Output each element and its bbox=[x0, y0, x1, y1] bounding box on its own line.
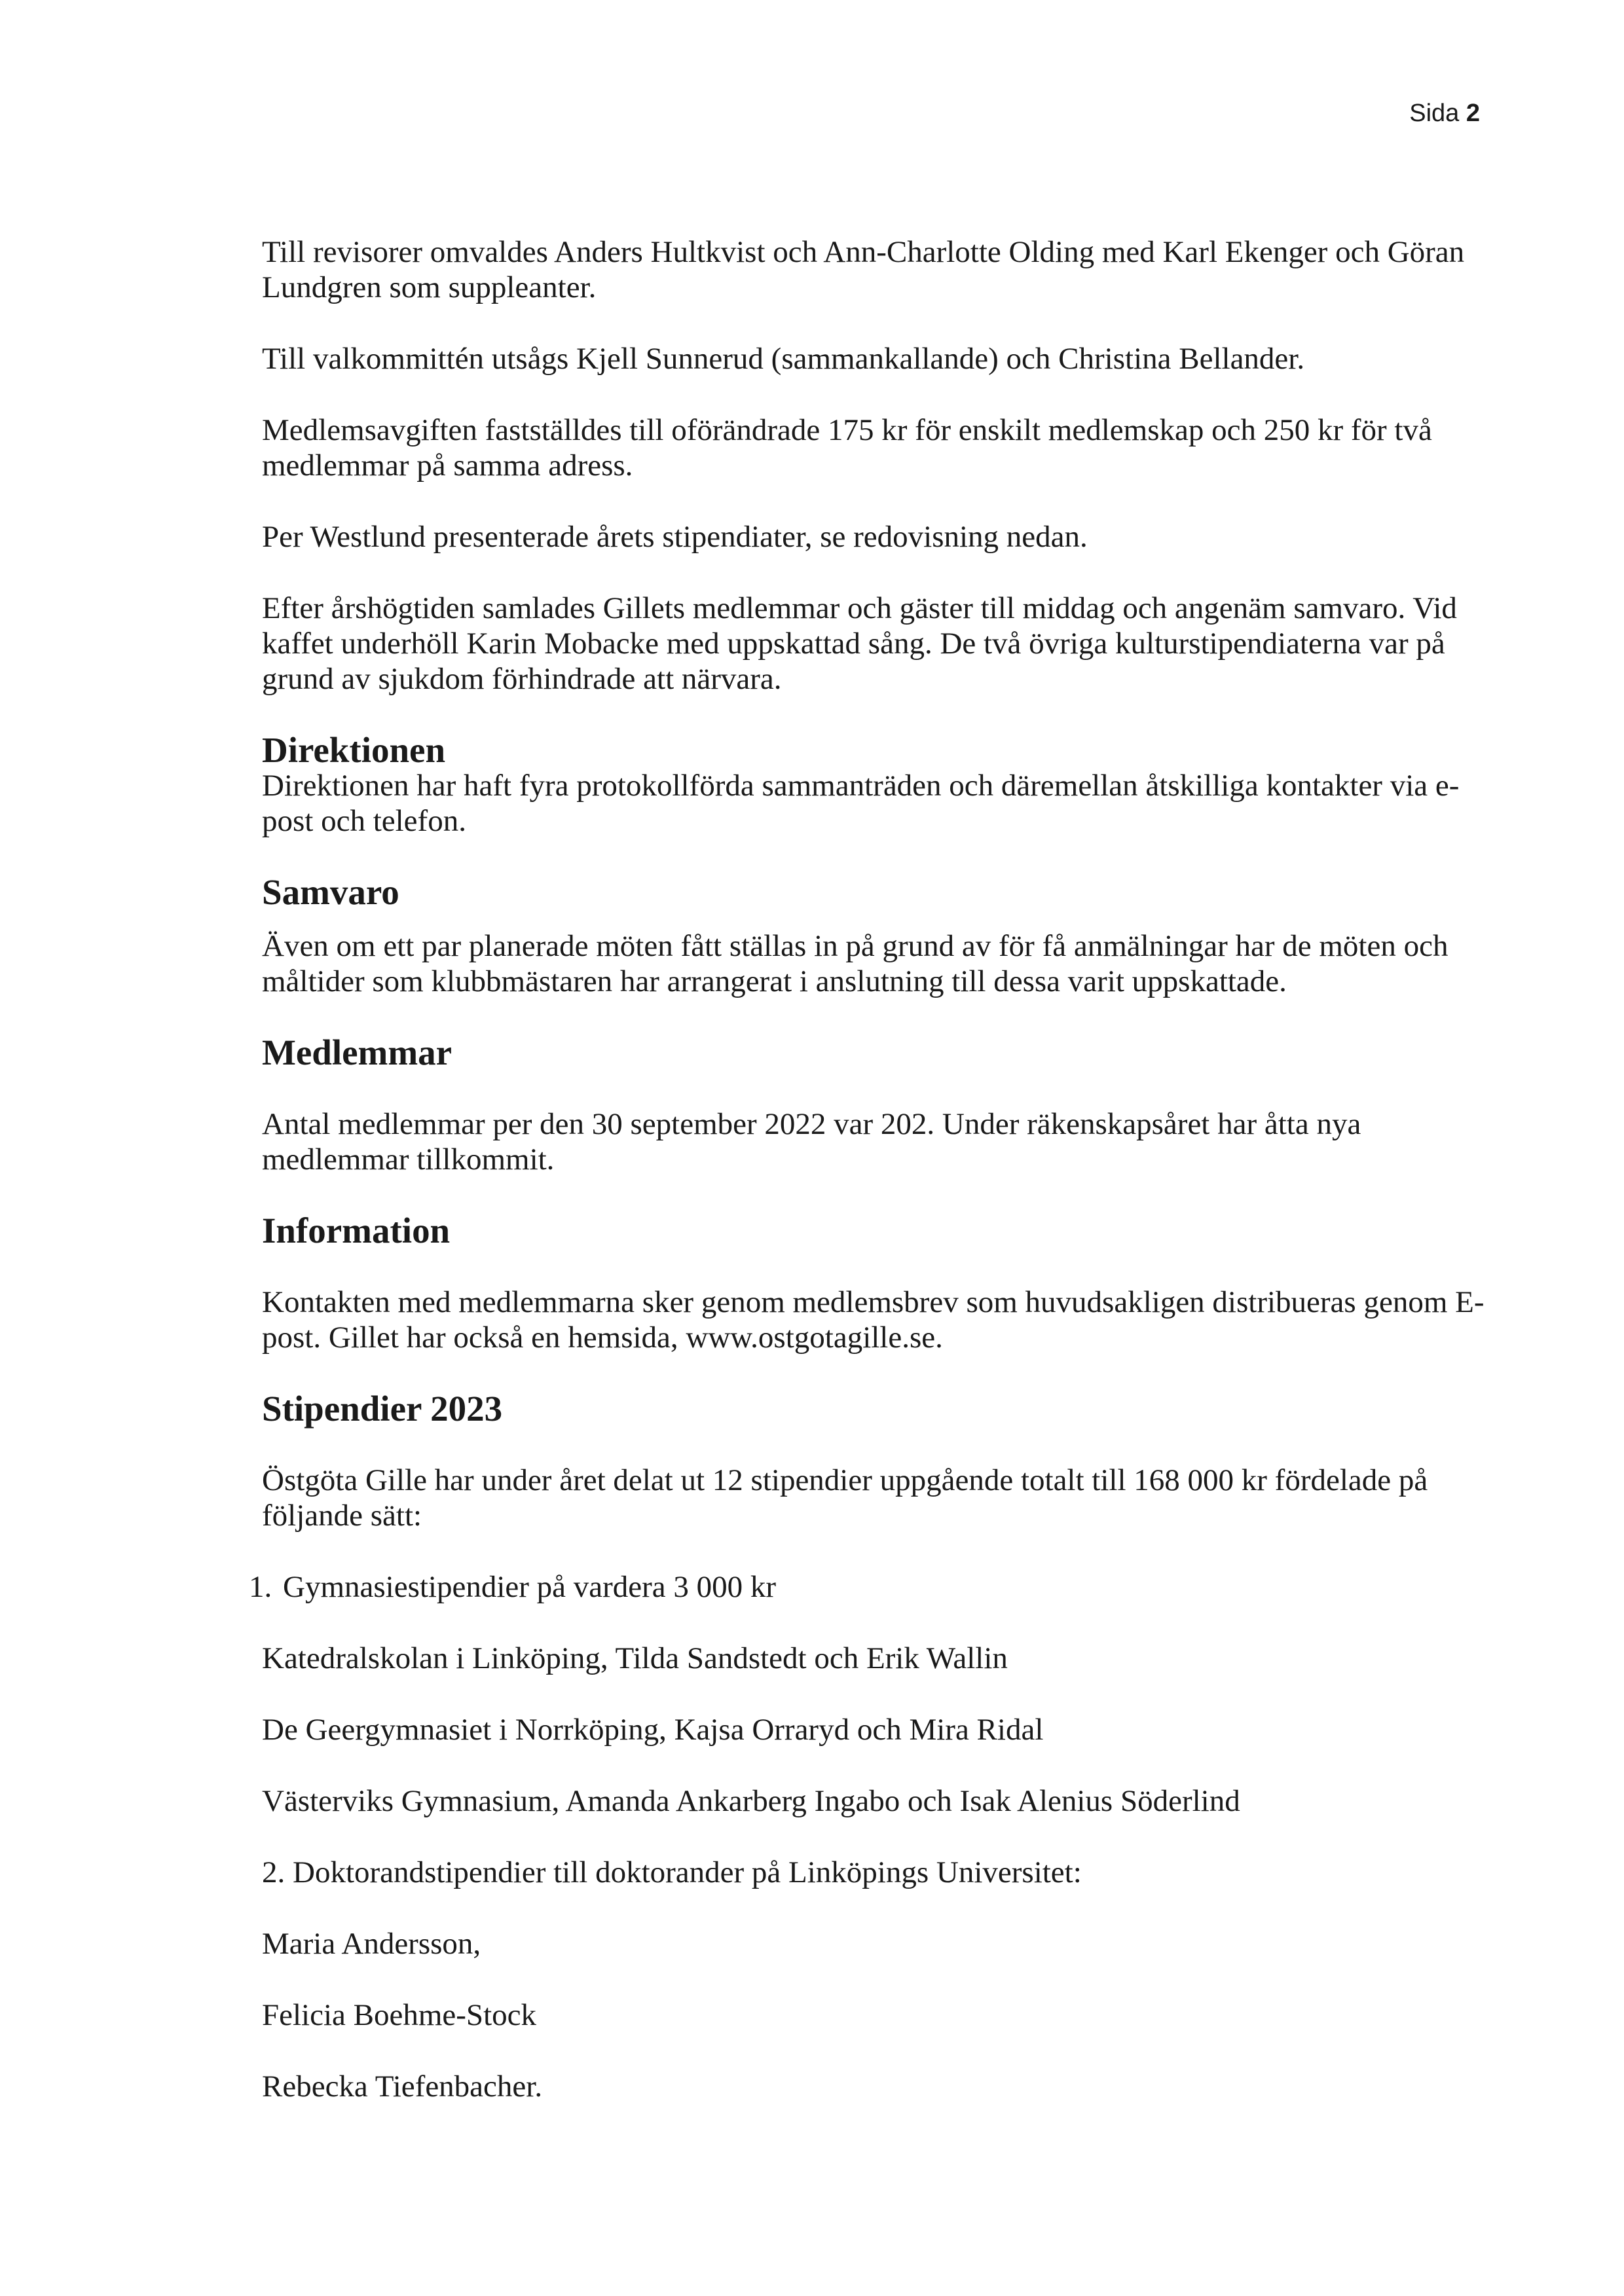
paragraph-valkommitten: Till valkommittén utsågs Kjell Sunnerud (sammankallande) och Christina Bellander. bbox=[262, 342, 1305, 376]
page-label: Sida bbox=[1409, 100, 1460, 127]
heading-direktionen: Direktionen bbox=[262, 730, 446, 770]
heading-samvaro: Samvaro bbox=[262, 872, 399, 912]
paragraph-direktionen: Direktionen har haft fyra protokollförda sammanträden och däremellan åtskilliga kontakter via e-post och telefon. bbox=[262, 769, 1460, 838]
list-item-gymnasiestipendier bbox=[249, 1569, 1493, 1605]
paragraph-middag: Efter årshögtiden samlades Gillets medlemmar och gäster till middag och angenäm samvaro. Vid kaffet underhöll Karin Mobacke med uppskattad sång. De två övriga kulturstipendiaterna var på grund av sjukdom förhindrade att närvara. bbox=[262, 591, 1457, 696]
school-vasterviks-gymnasium: Västerviks Gymnasium, Amanda Ankarberg Ingabo och Isak Alenius Söderlind bbox=[262, 1784, 1240, 1818]
paragraph-medlemmar: Antal medlemmar per den 30 september 2022 var 202. Under räkenskapsåret har åtta nya medlemmar tillkommit. bbox=[262, 1107, 1361, 1176]
list-item-doktorandstipendier: 2. Doktorandstipendier till doktorander på Linköpings Universitet: bbox=[262, 1855, 1082, 1889]
document-body bbox=[249, 234, 1493, 2104]
heading-medlemmar: Medlemmar bbox=[262, 1032, 452, 1072]
list-number: 1. bbox=[249, 1570, 272, 1604]
paragraph-westlund: Per Westlund presenterade årets stipendiater, se redovisning nedan. bbox=[262, 520, 1088, 554]
paragraph-medlemsavgift: Medlemsavgiften fastställdes till oförändrade 175 kr för enskilt medlemskap och 250 kr för två medlemmar på samma adress. bbox=[262, 413, 1432, 483]
page-number-value: 2 bbox=[1466, 100, 1480, 127]
paragraph-stipendier: Östgöta Gille har under året delat ut 12 stipendier uppgående totalt till 168 000 kr fördelade på följande sätt: bbox=[262, 1463, 1428, 1533]
school-degeergymnasiet: De Geergymnasiet i Norrköping, Kajsa Orraryd och Mira Ridal bbox=[262, 1713, 1044, 1747]
heading-stipendier: Stipendier 2023 bbox=[262, 1389, 503, 1429]
paragraph-samvaro: Även om ett par planerade möten fått ställas in på grund av för få anmälningar har de möten och måltider som klubbmästaren har arrangerat i anslutning till dessa varit uppskattade. bbox=[262, 929, 1449, 998]
doktorand-name: Rebecka Tiefenbacher. bbox=[262, 2069, 543, 2104]
paragraph-information: Kontakten med medlemmarna sker genom medlemsbrev som huvudsakligen distribueras genom E-post. Gillet har också en hemsida, www.ostgotagille.se. bbox=[262, 1285, 1485, 1355]
heading-information: Information bbox=[262, 1211, 451, 1250]
doktorand-name: Felicia Boehme-Stock bbox=[262, 1998, 536, 2032]
paragraph-revisorer: Till revisorer omvaldes Anders Hultkvist och Ann-Charlotte Olding med Karl Ekenger och Göran Lundgren som suppleanter. bbox=[262, 235, 1465, 304]
school-katedralskolan: Katedralskolan i Linköping, Tilda Sandstedt och Erik Wallin bbox=[262, 1641, 1008, 1675]
doktorand-name: Maria Andersson, bbox=[262, 1927, 481, 1961]
list-item-text: Gymnasiestipendier på vardera 3 000 kr bbox=[283, 1570, 777, 1604]
page-number bbox=[1409, 100, 1480, 128]
